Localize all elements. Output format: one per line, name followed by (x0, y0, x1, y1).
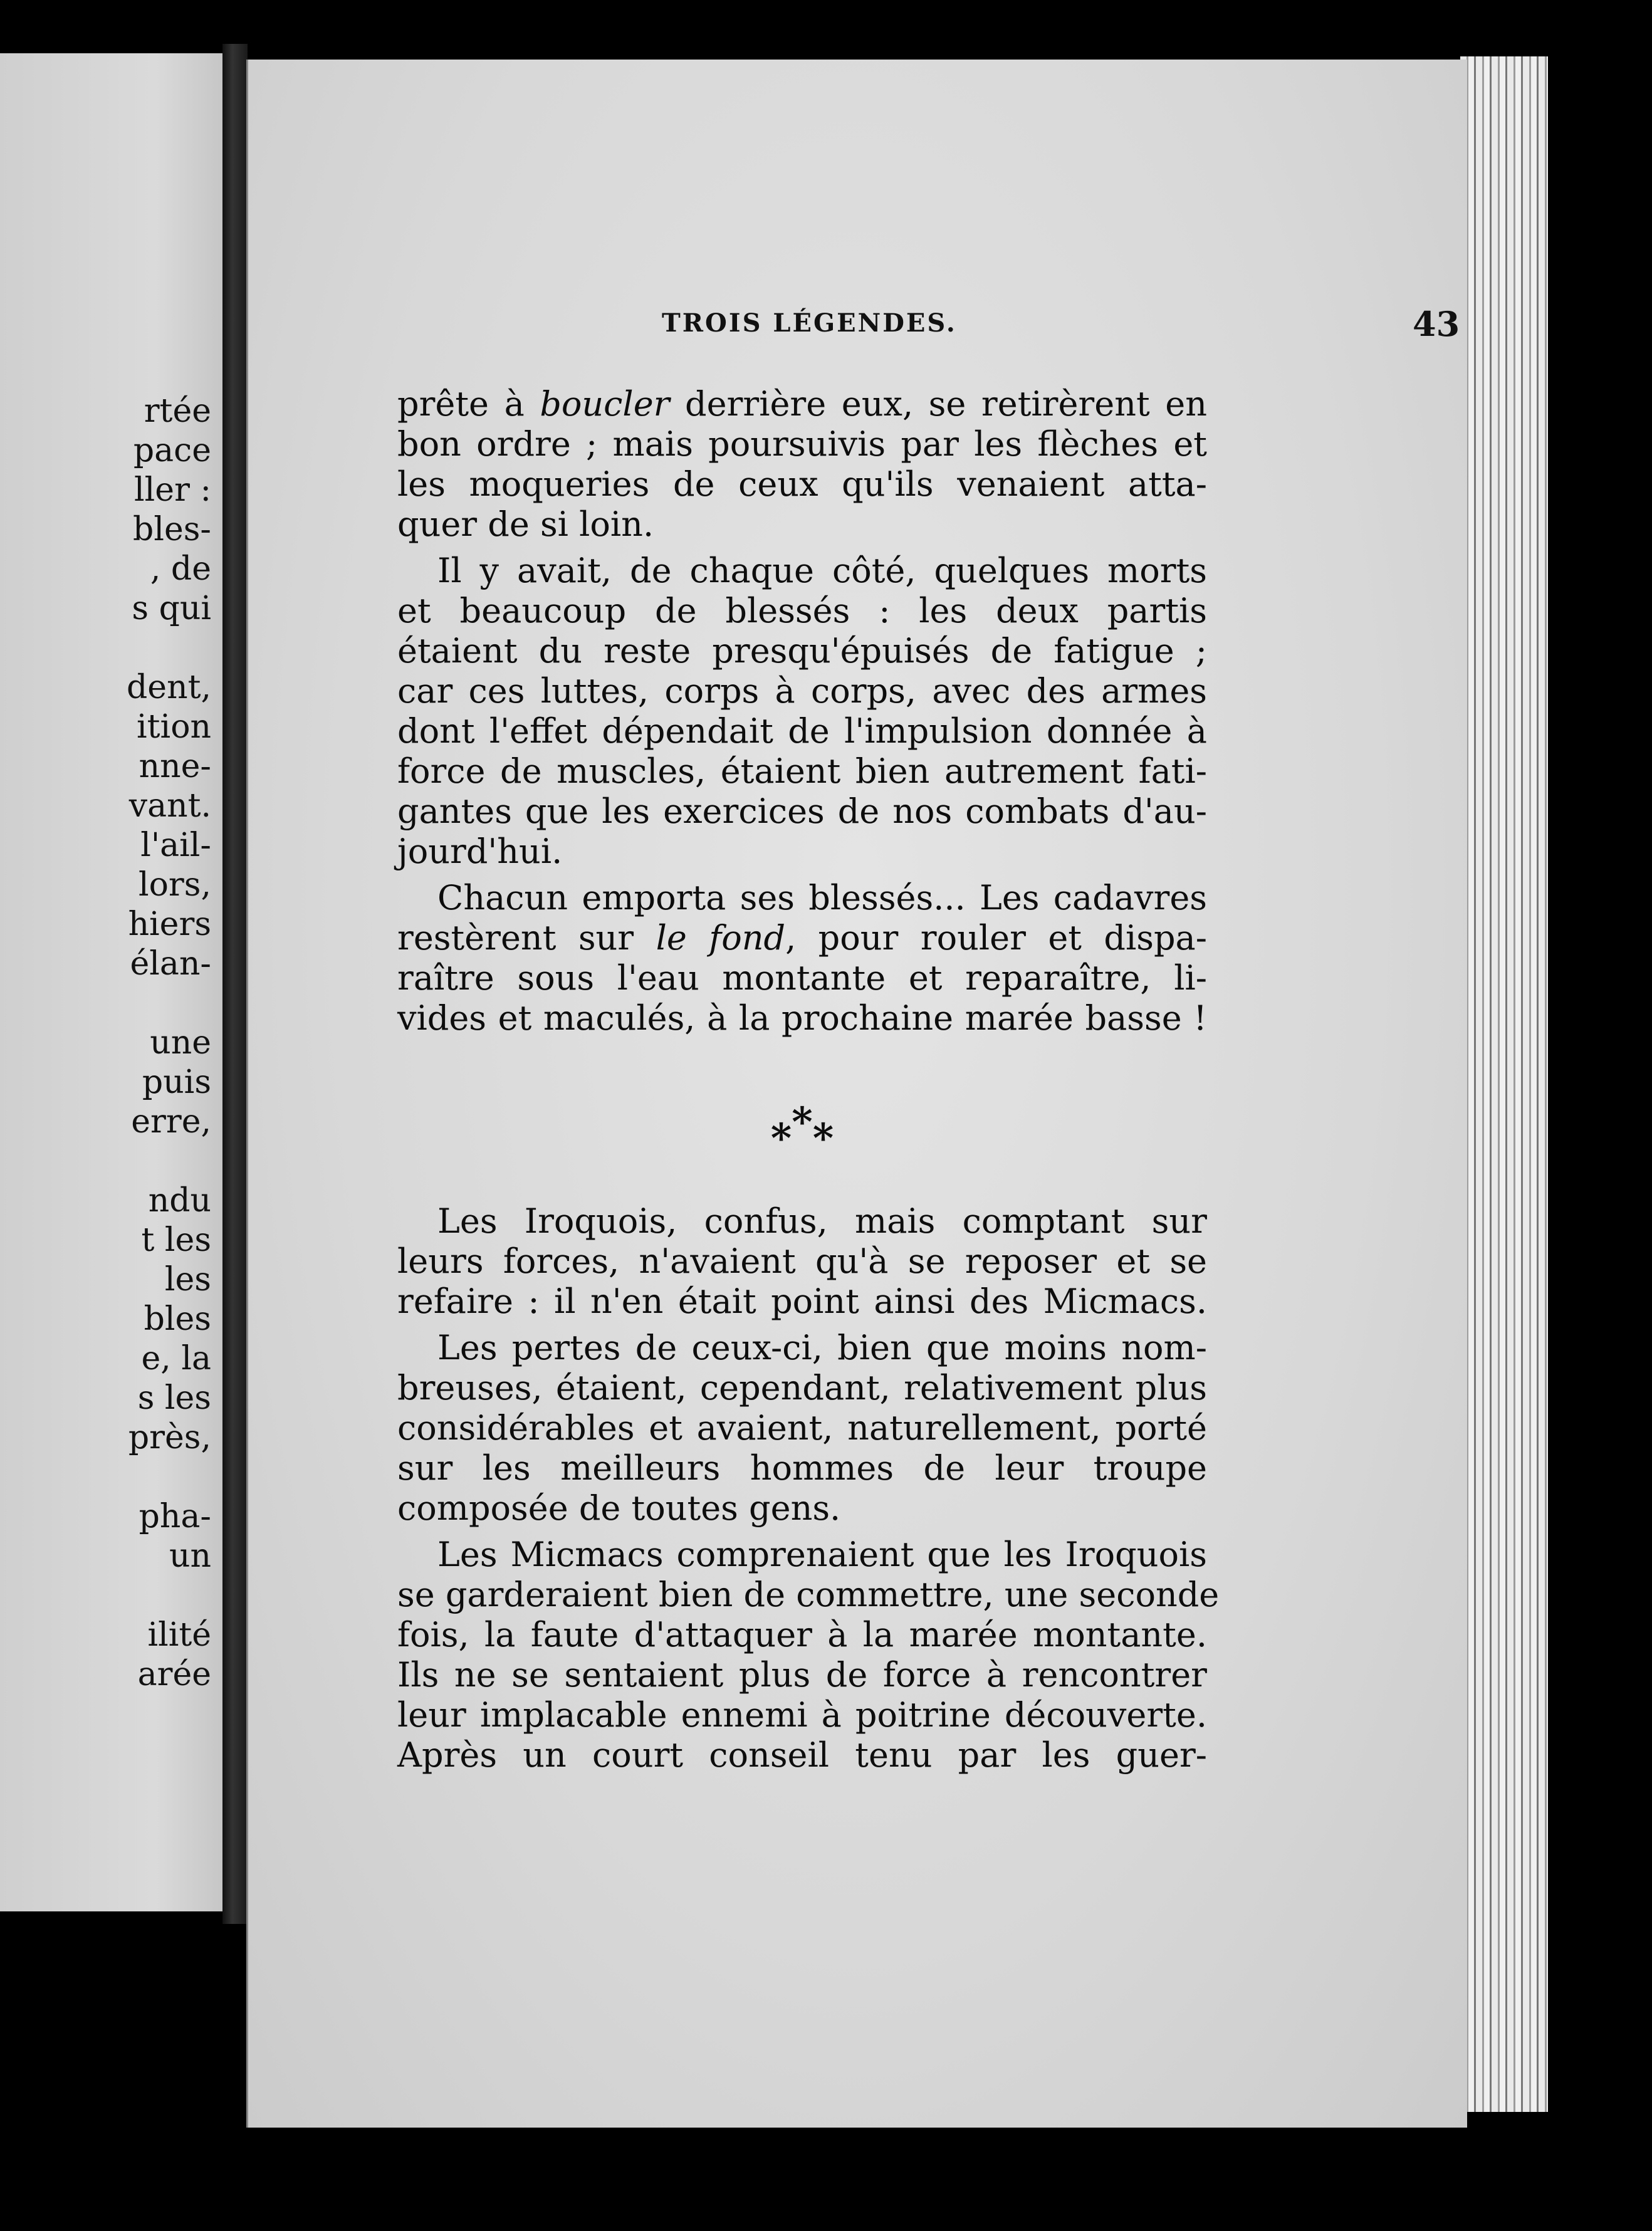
text-line: sur les meilleurs hommes de leur troupe (397, 1448, 1207, 1488)
text-line: bon ordre ; mais poursuivis par les flèches et (397, 424, 1207, 464)
previous-page-line: hiers (128, 906, 211, 943)
text-line: Après un court conseil tenu par les guer- (397, 1735, 1207, 1775)
previous-page-line: élan- (130, 945, 211, 983)
text-line: car ces luttes, corps à corps, avec des armes (397, 671, 1207, 711)
paragraph-6 (397, 1535, 1220, 1775)
running-head: TROIS LÉGENDES. (662, 308, 957, 338)
previous-page-line (127, 629, 211, 668)
text-line: considérables et avaient, naturellement, porté (397, 1408, 1207, 1448)
previous-page-line: vant. (128, 787, 211, 825)
previous-page-line (127, 984, 211, 1023)
text-line: breuses, étaient, cependant, relativement plus (397, 1368, 1207, 1408)
text-line: fois, la faute d'attaquer à la marée montante. (397, 1615, 1207, 1654)
text-line: leur implacable ennemi à poitrine découverte. (397, 1695, 1207, 1735)
previous-page-line: rtée (144, 392, 211, 430)
previous-page-line: bles (144, 1300, 211, 1338)
page-edges (1460, 56, 1548, 2112)
previous-page-line: , de (150, 550, 211, 588)
italic-word: boucler (540, 384, 670, 424)
previous-page-line (127, 1142, 211, 1181)
text-line: se garderaient bien de commettre, une seconde (397, 1575, 1220, 1614)
book-gutter (222, 44, 248, 1924)
text-line: force de muscles, étaient bien autrement fati- (397, 751, 1207, 791)
previous-page-line: ller : (134, 471, 211, 509)
previous-page-line: e, la (141, 1340, 211, 1377)
previous-page-line: ition (137, 708, 211, 746)
text-line: gantes que les exercices de nos combats d'au- (397, 792, 1207, 831)
previous-page-line: t les (141, 1221, 211, 1259)
text-line: les moqueries de ceux qu'ils venaient atta- (397, 464, 1207, 504)
previous-page-line: bles- (133, 511, 211, 548)
text-line: Les pertes de ceux-ci, bien que moins nom- (437, 1328, 1207, 1367)
text-line: restèrent sur le fond, pour rouler et dispa- (397, 918, 1207, 958)
text-line: Chacun emporta ses blessés... Les cadavres (437, 878, 1207, 917)
previous-page-line (127, 1458, 211, 1497)
previous-page-line: erre, (131, 1103, 211, 1141)
text-line: Les Iroquois, confus, mais comptant sur (437, 1201, 1207, 1241)
text-line: vides et maculés, à la prochaine marée basse ! (397, 998, 1207, 1038)
text-line: refaire : il n'en était point ainsi des Micmacs. (397, 1282, 1207, 1321)
previous-page-line: près, (128, 1419, 211, 1456)
page-number: 43 (1413, 304, 1460, 344)
previous-page-text (127, 392, 211, 1695)
paragraph-3 (397, 878, 1207, 1038)
italic-phrase: le fond (656, 918, 786, 958)
previous-page-line: s qui (132, 590, 211, 627)
text-line: et beaucoup de blessés : les deux partis (397, 591, 1207, 630)
text-line: leurs forces, n'avaient qu'à se reposer et se (397, 1241, 1207, 1281)
text-line: quer de si loin. (397, 504, 654, 544)
paragraph-2 (397, 551, 1207, 872)
previous-page-fragment (0, 53, 222, 1911)
previous-page-line: pha- (139, 1498, 211, 1535)
text-line: Ils ne se sentaient plus de force à rencontrer (397, 1655, 1207, 1695)
text-line: prête à boucler derrière eux, se retirèrent en (397, 384, 1207, 424)
text-line: Les Micmacs comprenaient que les Iroquois (437, 1535, 1207, 1574)
page-body (397, 384, 1220, 1775)
previous-page-line: un (169, 1537, 211, 1575)
text-line: Il y avait, de chaque côté, quelques morts (437, 551, 1207, 590)
previous-page-line: lors, (138, 866, 211, 904)
paragraph-4 (397, 1201, 1207, 1322)
previous-page-line: arée (137, 1656, 211, 1693)
text-line: raître sous l'eau montante et reparaître, li- (397, 958, 1207, 998)
previous-page-line: puis (142, 1063, 211, 1101)
text-line: étaient du reste presqu'épuisés de fatigue ; (397, 631, 1207, 671)
previous-page-line: l'ail- (140, 827, 211, 864)
previous-page-line: une (150, 1024, 211, 1062)
paragraph-1 (397, 384, 1207, 545)
previous-page-line: nne- (139, 748, 211, 785)
previous-page-line: ndu (148, 1182, 211, 1220)
text-line: jourd'hui. (397, 832, 563, 871)
previous-page-line: ilité (147, 1616, 211, 1654)
previous-page-line: les (164, 1261, 211, 1298)
text-line: composée de toutes gens. (397, 1488, 841, 1528)
previous-page-line: dent, (127, 669, 211, 706)
paragraph-5 (397, 1328, 1207, 1528)
previous-page-line: s les (137, 1379, 211, 1417)
section-asterism: *** (770, 1099, 834, 1162)
previous-page-line: pace (133, 432, 211, 469)
text-line: dont l'effet dépendait de l'impulsion donnée à (397, 711, 1207, 751)
book-page (246, 60, 1467, 2128)
previous-page-line (127, 1576, 211, 1616)
